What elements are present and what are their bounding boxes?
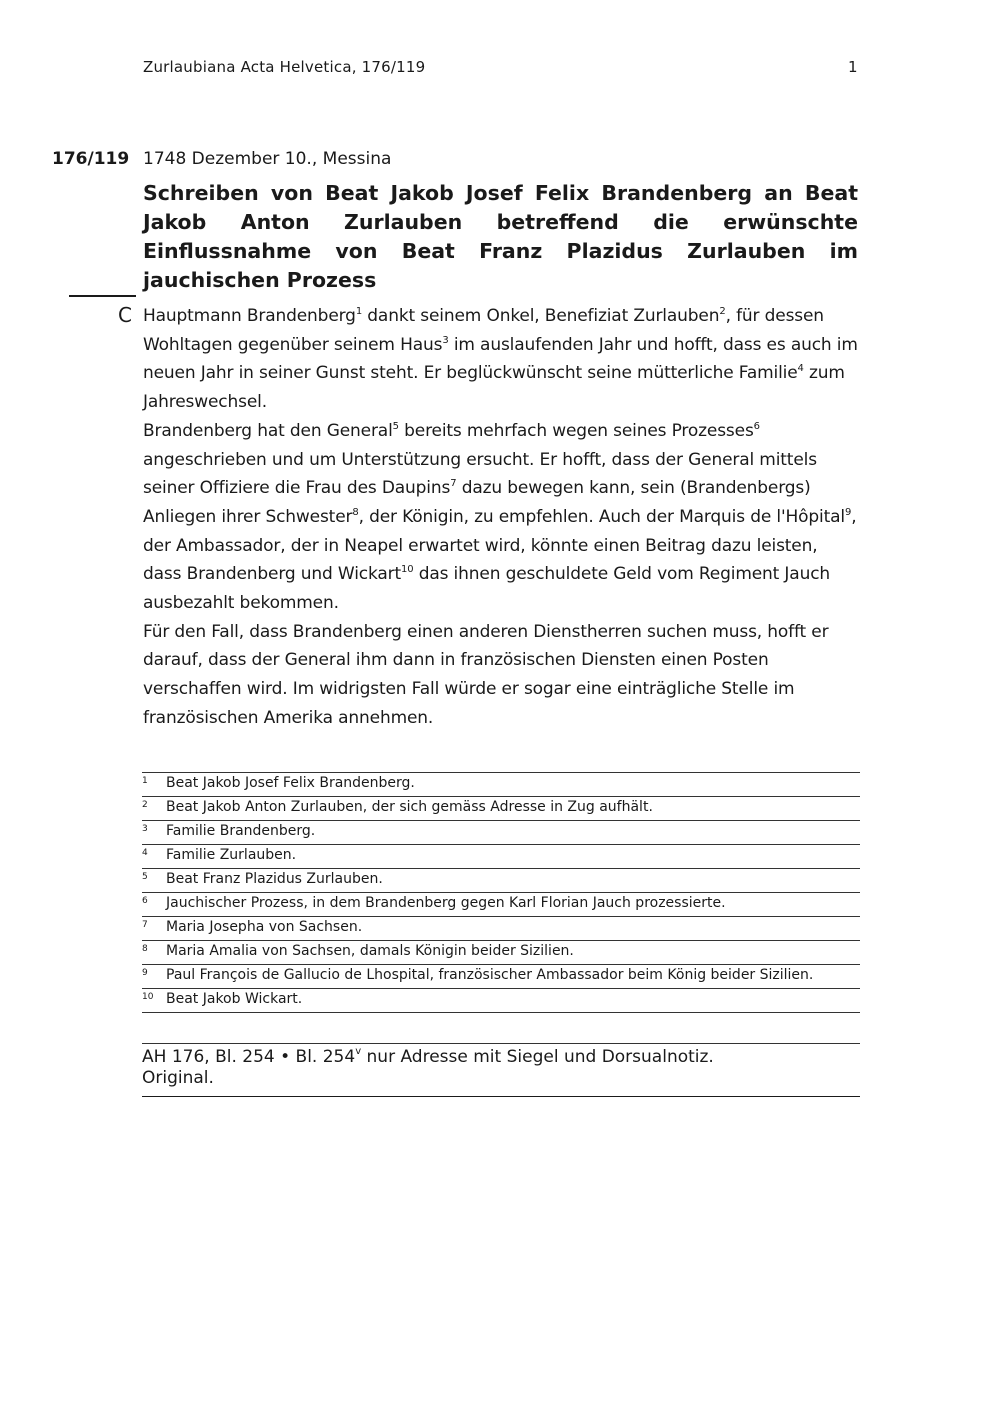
source-text: AH 176, Bl. 254 • Bl. 254 [142, 1047, 356, 1067]
summary-paragraph [143, 417, 861, 618]
footnote-number: 8 [142, 944, 148, 954]
footnote-row [142, 989, 860, 1013]
summary-text: , der Königin, zu empfehlen. Auch der Marquis de l'Hôpital [358, 506, 845, 527]
footnote-ref[interactable]: 2 [719, 306, 726, 317]
footnote-row [142, 965, 860, 989]
footnote-number: 6 [142, 896, 148, 906]
running-header-title: Zurlaubiana Acta Helvetica, 176/119 [143, 58, 426, 76]
footnote-text: Beat Jakob Anton Zurlauben, der sich gemäss Adresse in Zug aufhält. [166, 799, 653, 815]
summary-text: dankt seinem Onkel, Benefiziat Zurlauben [362, 306, 720, 326]
document-number: 176/119 [52, 149, 130, 169]
footnote-text: Familie Brandenberg. [166, 823, 316, 839]
footnote-ref[interactable]: 8 [352, 506, 359, 518]
document-title: Schreiben von Beat Jakob Josef Felix Brandenberg an Beat Jakob Anton Zurlauben betreffend die erwünschte Einflussnahme von Beat Franz Plazidus Zurlauben im jauchischen Prozess [143, 181, 858, 292]
footnote-text: Jauchischer Prozess, in dem Brandenberg gegen Karl Florian Jauch prozessierte. [166, 895, 726, 911]
footnote-text: Paul François de Gallucio de Lhospital, französischer Ambassador beim König beider Sizilien. [166, 967, 814, 983]
footnote-text: Beat Jakob Wickart. [166, 991, 303, 1007]
footnote-row [142, 797, 860, 821]
footnote-row [142, 821, 860, 845]
summary-text: zum Jahreswechsel. [143, 363, 845, 413]
footnote-ref[interactable]: 6 [753, 420, 760, 432]
summary-text: bereits mehrfach wegen seines Prozesses [398, 420, 754, 441]
footnote-ref[interactable]: 10 [401, 564, 414, 576]
footnote-number: 9 [142, 968, 148, 978]
footnote-number: 1 [142, 776, 148, 786]
footnote-number: 7 [142, 920, 148, 930]
source-line [142, 1047, 860, 1068]
document-type-marker: C [118, 303, 132, 327]
footnote-row [142, 869, 860, 893]
footnote-ref[interactable]: 1 [355, 306, 363, 317]
summary-text: Hauptmann Brandenberg [143, 306, 356, 326]
verso-marker: v [355, 1046, 362, 1057]
footnote-row [142, 773, 860, 797]
summary [143, 302, 861, 733]
summary-text: , für dessen Wohltagen gegenüber seinem Haus [143, 306, 824, 355]
footnote-row [142, 845, 860, 869]
source-status: Original. [142, 1068, 214, 1088]
footnote-row [142, 917, 860, 941]
footnote-number: 4 [142, 848, 148, 858]
footnote-number: 3 [142, 824, 148, 834]
source-text: nur Adresse mit Siegel und Dorsualnotiz. [361, 1047, 714, 1067]
summary-text: , der Ambassador, der in Neapel erwartet wird, könnte einen Beitrag dazu leisten, dass Brandenberg und Wickart [143, 506, 857, 585]
page-number: 1 [848, 58, 858, 76]
footnote-number: 5 [142, 872, 148, 882]
summary-text: Brandenberg hat den General [143, 420, 393, 441]
footnote-ref[interactable]: 9 [844, 506, 852, 518]
summary-text: dazu bewegen kann, sein (Brandenbergs) Anliegen ihrer Schwester [143, 478, 811, 527]
footnote-text: Familie Zurlauben. [166, 847, 297, 863]
footnote-ref[interactable]: 4 [797, 363, 804, 375]
document-date-place: 1748 Dezember 10., Messina [143, 149, 392, 169]
footnote-row [142, 941, 860, 965]
footnote-ref[interactable]: 7 [450, 478, 457, 490]
summary-text: das ihnen geschuldete Geld vom Regiment Jauch ausbezahlt bekommen. [143, 564, 831, 614]
footnotes [142, 772, 860, 1013]
footnote-text: Maria Josepha von Sachsen. [166, 919, 363, 935]
footnote-ref[interactable]: 3 [442, 334, 449, 346]
summary-text: angeschrieben und um Unterstützung ersucht. Er hofft, dass der General mittels seiner Offiziere die Frau des Daupins [143, 449, 817, 499]
summary-paragraph: Für den Fall, dass Brandenberg einen anderen Dienstherren suchen muss, hofft er darauf, dass der General ihm dann in französischen Diensten einen Posten verschaffen wird. Im widrigsten Fall würde er sogar eine einträgliche Stelle im französischen Amerika annehmen. [143, 621, 829, 728]
footnote-number: 10 [142, 992, 154, 1002]
margin-rule [69, 295, 136, 297]
footnote-text: Beat Jakob Josef Felix Brandenberg. [166, 775, 415, 791]
footnote-ref[interactable]: 5 [392, 420, 399, 432]
summary-text: im auslaufenden Jahr und hofft, dass es auch im neuen Jahr in seiner Gunst steht. Er beglückwünscht seine mütterliche Familie [143, 334, 858, 384]
source-note [142, 1043, 860, 1097]
footnote-number: 2 [142, 800, 148, 810]
summary-paragraph [143, 302, 861, 417]
footnote-text: Maria Amalia von Sachsen, damals Königin beider Sizilien. [166, 943, 574, 959]
footnote-row [142, 893, 860, 917]
footnote-text: Beat Franz Plazidus Zurlauben. [166, 871, 383, 887]
